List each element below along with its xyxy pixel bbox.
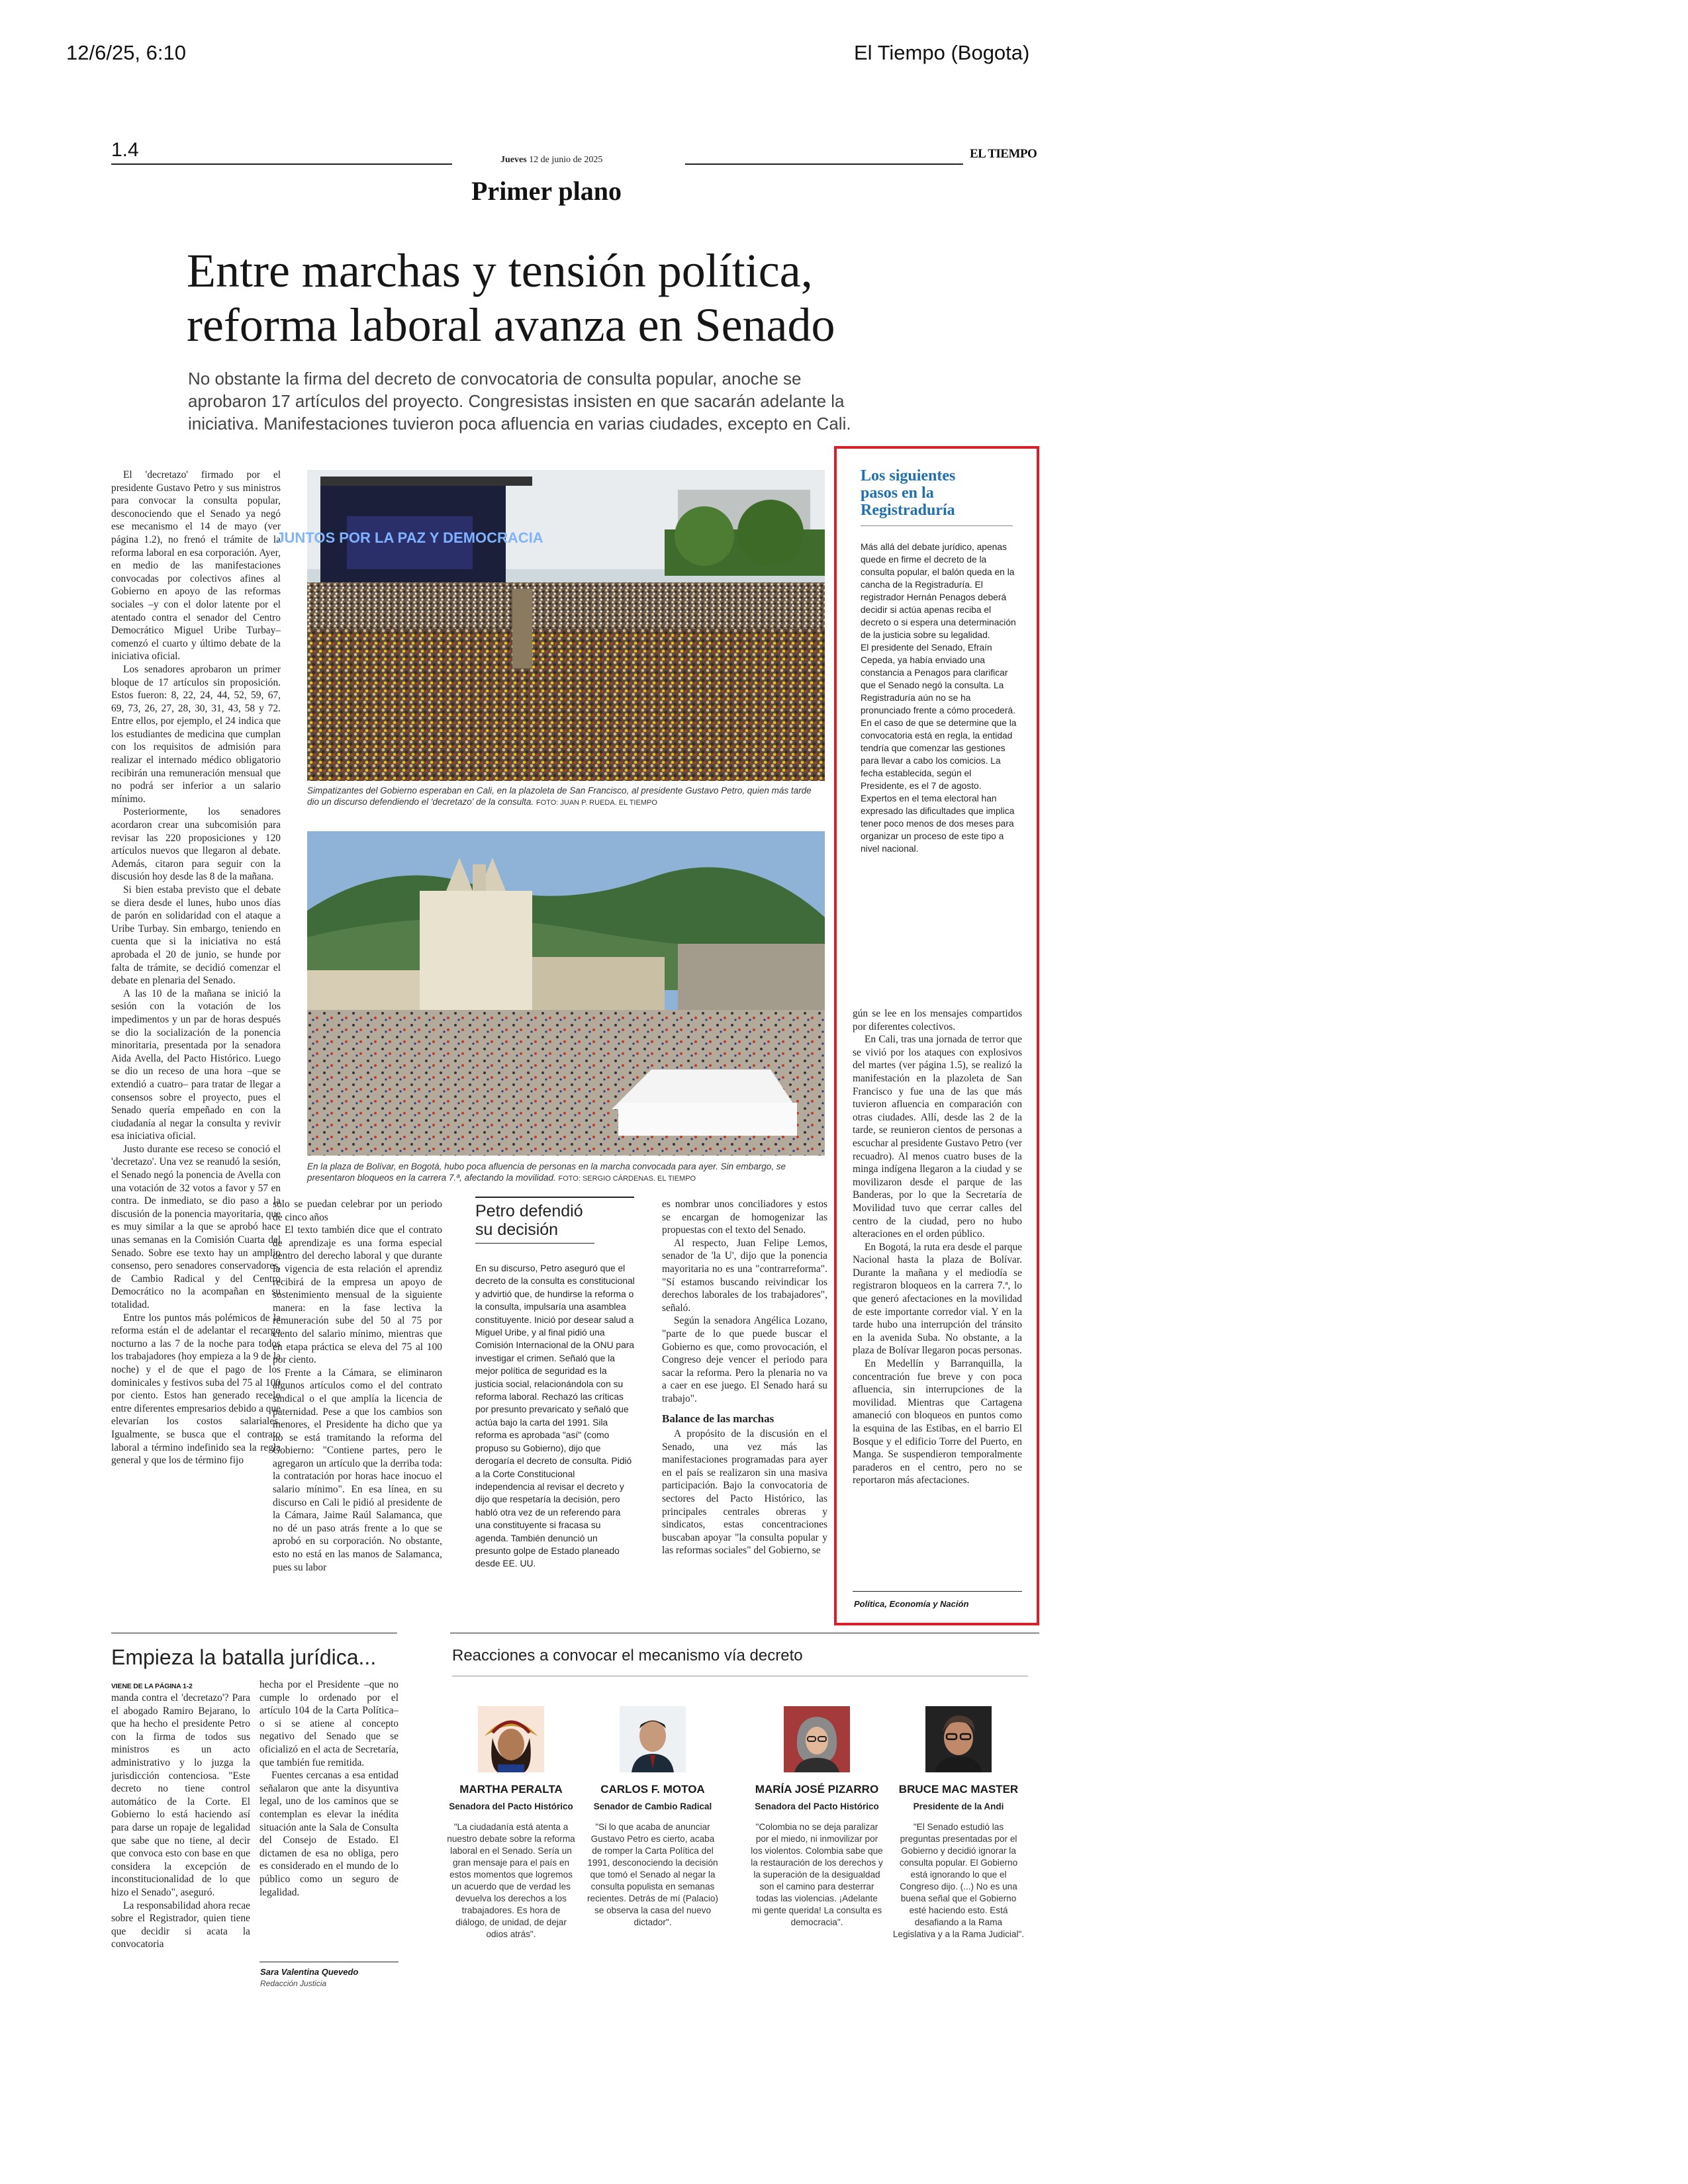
- col5-paragraph: En Medellín y Barranquilla, la concentración fue breve y con poca afluencia, sin interrupciones de la movilidad. Mientras que Cartagena amaneció con bloqueos en puntos como la esquina de las Estibas, en el barrio El Bosque y el edificio Torre del Puerto, en Manga. Se suspendieron temporalmente paraderos en el centro, pero no se reportaron más afectaciones.: [853, 1358, 1022, 1486]
- photo-plaza-caption-text: En la plaza de Bolívar, en Bogotá, hubo poca afluencia de personas en la marcha convocada para ayer. Sin embargo, se presentaron bloqueos en la carrera 7.ª, afectando la movilidad.: [307, 1161, 786, 1183]
- registraduria-paragraph: En el caso de que se determine que la convocatoria está en regla, la entidad tendría que comenzar las gestiones para llevar a cabo los comicios. La fecha establecida, según el Presidente, es el 7 de agosto. Expertos en el tema electoral han expresado las dificultades que implica tener poco menos de dos meses para organizar un proceso de este tipo a nivel nacional.: [861, 718, 1017, 854]
- print-source-title: El Tiempo (Bogota): [854, 41, 1030, 64]
- avatar-bruce-mac-master: [925, 1706, 992, 1772]
- photo-cali-caption-text: Simpatizantes del Gobierno esperaban en Cali, en la plazoleta de San Francisco, al presidente Gustavo Petro, quien más tarde dio un discurso defendiendo el 'decretazo' de la consulta.: [307, 786, 812, 807]
- reaction-martha-peralta: [445, 1783, 577, 1940]
- avatar-martha-peralta: [478, 1706, 544, 1772]
- col5-paragraph: gún se lee en los mensajes compartidos por diferentes colectivos.: [853, 1008, 1022, 1032]
- reaction-name: BRUCE MAC MASTER: [898, 1783, 1019, 1796]
- petro-title-line: Petro defendió: [475, 1202, 583, 1220]
- photo-plaza-bolivar: [307, 831, 825, 1156]
- headline-line-2: reforma laboral avanza en Senado: [187, 298, 835, 351]
- article-column-1: [111, 469, 281, 1614]
- bottom-left-paragraph: manda contra el 'decretazo'? Para el abogado Ramiro Bejarano, lo que ha hecho el presidente Petro con la firma de todos sus ministros es un acto administrativo y lo juzga la jurisdicción contenciosa. "Este decreto no tiene control automático de la Corte. El Gobierno lo está haciendo así para darse un ropaje de legalidad que sabe que no tiene, al decir que convoca esto con base en que considera la excepción de inconstitucionalidad de lo que hizo el Senado", aseguró.: [111, 1692, 250, 1898]
- petro-sidebar: [475, 1197, 635, 1570]
- photo-cali-rally: [276, 470, 825, 781]
- reaction-role: Senadora del Pacto Histórico: [755, 1801, 879, 1811]
- col4-subhead: Balance de las marchas: [662, 1412, 774, 1425]
- col5-paragraph: En Bogotá, la ruta era desde el parque Nacional hasta la plaza de Bolívar. Durante la mañana y el mediodía se registraron bloqueos en la carrera 7.ª, lo que generó afectaciones en la movilidad de este importante corredor vial. Y en la tarde hubo una interrupción del tránsito en la avenida Suba. No obstante, a la plaza de Bolívar llegaron pocas personas.: [853, 1241, 1022, 1357]
- col1-paragraph: A las 10 de la mañana se inició la sesión con la votación de los impedimentos y un par de horas después se dio la socialización de la ponencia minoritaria, presentada por la senadora Aida Avella, del Pacto Histórico. Luego se dio un receso de una hora –que se extendió a cuatro– para tratar de llegar a consensos sobre el proyecto, pues el Senado quería empeñado en con la ciudadanía al negar la consulta y revivir esa iniciativa oficial.: [111, 987, 281, 1142]
- petro-sidebar-body: En su discurso, Petro aseguró que el decreto de la consulta es constitucional y advirtió que, de hundirse la reforma o la consulta, impulsaría una asamblea constituyente. Inició por desear salud a Miguel Uribe, y al final pidió una Comisión Internacional de la ONU para investigar el crimen. Señaló que la mejor política de seguridad es la justicia social, relacionándola con su reforma laboral. Rechazó las críticas por presunto prevaricato y señaló que actúa bajo la carta del 1991. Sila reforma es aprobada "así" (como propuso su Gobierno), dijo que derogaría el decreto de consulta. Pidió a la Corte Constitucional independencia al revisar el decreto y dijo que respetaría la decisión, pero habló otra vez de un referendo para una constituyente si fracasa su agenda. También denunció un presunto golpe de Estado planeado desde EE. UU.: [475, 1263, 635, 1569]
- page-number: 1.4: [111, 139, 139, 161]
- header-rule-right: [685, 163, 963, 165]
- registraduria-body: [861, 541, 1019, 855]
- stage-banner-text: JUNTOS POR LA PAZ Y DEMOCRACIA: [276, 529, 543, 546]
- reaction-carlos-motoa: [586, 1783, 719, 1929]
- col1-paragraph: Entre los puntos más polémicos de la reforma están el de adelantar el recargo nocturno a las 7 de la noche para todos los trabajadores (hoy empieza a la 9 de la noche) y el de que el pago de los dominicales y festivos suba del 75 al 100 por ciento. Estos han generado recelo entre diferentes empresarios debido a que elevarían los costos salariales. Igualmente, se busca que el contrato laboral a término indefinido sea la regla general y que los de término fijo: [111, 1312, 281, 1467]
- registraduria-paragraph: Más allá del debate jurídico, apenas quede en firme el decreto de la consulta popular, el balón queda en la cancha de la Registraduría. El registrador Hernán Penagos deberá decidir si actúa apenas reciba el decreto o si espera una determinación de la justicia sobre su legalidad.: [861, 542, 1016, 640]
- headline: [187, 244, 835, 352]
- reaction-quote: "Si lo que acaba de anunciar Gustavo Petro es cierto, acaba de romper la Carta Política del 1991, desconociendo la decisión que tomó el Senado al negar la consulta populista en semanas recientes. Detrás de mí (Palacio) se observa la casa del nuevo dictador".: [587, 1822, 718, 1927]
- registraduria-box: [861, 467, 1019, 855]
- registraduria-rule: [861, 525, 1013, 526]
- article-column-5: [853, 1007, 1022, 1590]
- col5-paragraph: En Cali, tras una jornada de terror que se vivió por los ataques con explosivos del martes (ver página 1.5), se realizó la manifestación en la plazoleta de San Francisco y fue una de las que más tuvieron afluencia en comparación con otras ciudades. Allí, desde las 2 de la tarde, se reunieron cientos de personas a escuchar al presidente Gustavo Petro (ver recuadro). Al menos cuatro buses de la minga indígena llegaron a la ciudad y se movilizaron desde el parque de las Banderas, por lo que la Secretaría de Movilidad tuvo que cerrar calles del centro de la ciudad, pero no hubo alteraciones en el orden público.: [853, 1034, 1022, 1240]
- reaction-maria-jose-pizarro: [751, 1783, 883, 1929]
- masthead-logo: EL TIEMPO: [970, 147, 1037, 161]
- bottom-left-title: Empieza la batalla jurídica...: [111, 1645, 377, 1669]
- photo-cali-caption: [307, 785, 823, 809]
- col1-paragraph: El 'decretazo' firmado por el presidente Gustavo Petro y sus ministros para convocar la consulta popular, desconociendo que el Senado ya negó ese mecanismo el 14 de mayo (ver página 1.2), no frenó el trámite de la reforma laboral en esa corporación. Ayer, en medio de las manifestaciones convocadas por colectivos afines al Gobierno en apoyo de las reformas sociales –y con el dolor latente por el atentado contra el senador del Centro Democrático Miguel Uribe Turbay– comenzó el cuarto y último debate de la iniciativa oficial.: [111, 469, 281, 662]
- headline-line-1: Entre marchas y tensión política,: [187, 244, 813, 297]
- col4-paragraph: Al respecto, Juan Felipe Lemos, senador de 'la U', dijo que la ponencia mayoritaria no es una "contrarreforma". "Sí estamos buscando reivindicar los derechos laborales de los trabajadores", señaló.: [662, 1237, 827, 1314]
- bottom-left-col-2: [259, 1678, 399, 1970]
- avatar-maria-jose-pizarro: [784, 1706, 850, 1772]
- photo-plaza-caption: [307, 1161, 823, 1185]
- col1-paragraph: Si bien estaba previsto que el debate se diera desde el lunes, hubo unos días de parón en solidaridad con el ataque a Uribe Turbay. Sin embargo, teniendo en cuenta que si la iniciativa no está aprobada el 20 de junio, se hunde por falta de trámite, se decidió comenzar el debate en plenaria del Senado.: [111, 884, 281, 987]
- col1-paragraph: Posteriormente, los senadores acordaron crear una subcomisión para revisar las 220 proposiciones y 120 artículos nuevos que llegaron al debate. Además, citaron para seguir con la discusión hoy desde las 8 de la mañana.: [111, 806, 281, 883]
- col4-paragraph: es nombrar unos conciliadores y estos se encargan de homogenizar las propuestas con el texto del Senado.: [662, 1199, 827, 1236]
- deck: [188, 367, 851, 435]
- reaction-role: Presidente de la Andi: [913, 1801, 1004, 1811]
- col2-paragraph: El texto también dice que el contrato de aprendizaje es una forma especial dentro del derecho laboral y que durante la vigencia de esta relación el aprendiz recibirá de la empresa un apoyo de sostenimiento mensual de la siguiente manera: en la fase lectiva la remuneración sube del 50 al 75 por ciento del salario mínimo, mientras que en etapa práctica se eleva del 75 al 100 por ciento.: [273, 1224, 442, 1366]
- petro-title-line: su decisión: [475, 1220, 559, 1239]
- col4-paragraph: Según la senadora Angélica Lozano, "parte de lo que puede buscar el Gobierno es que, como provocación, el Congreso deje vencer el periodo para sacar la reforma. Pero la plenaria no va a caer en ese juego. El Senado hará su trabajo".: [662, 1315, 827, 1404]
- page-date-rest: 12 de junio de 2025: [529, 155, 603, 165]
- section-title: Primer plano: [471, 176, 622, 206]
- reaction-name: MARTHA PERALTA: [459, 1783, 563, 1796]
- petro-sidebar-subrule: [475, 1243, 594, 1244]
- deck-line-1: No obstante la firma del decreto de convocatoria de consulta popular, anoche se: [188, 369, 802, 388]
- print-timestamp: 12/6/25, 6:10: [66, 41, 186, 64]
- bottom-left-kicker: VIENE DE LA PÁGINA 1-2: [111, 1682, 193, 1690]
- bottom-left-paragraph: hecha por el Presidente –que no cumple lo ordenado por el artículo 104 de la Carta Política– o si se atiene al concepto negativo del Senado que se oficializó en el acta de Secretaría, que también fue remitida.: [259, 1679, 399, 1768]
- photo-cali-credit: FOTO: JUAN P. RUEDA. EL TIEMPO: [536, 799, 657, 807]
- reaction-quote: "El Senado estudió las preguntas presentadas por el Gobierno y decidió ignorar la consulta popular. El Gobierno está ignorando lo que el Congreso dijo. (...) No es una buena señal que el Gobierno esté haciendo esto. Está desafiando a la Rama Legislativa y a la Rama Judicial".: [892, 1822, 1025, 1939]
- bottom-left-paragraph: Fuentes cercanas a esa entidad señalaron que ante la disyuntiva legal, uno de los caminos que se contemplan es elevar la inédita situación ante la Sala de Consulta del Consejo de Estado. El dictamen de esa no obliga, pero es considerado en el mundo de lo público como un seguro de legalidad.: [259, 1770, 399, 1898]
- petro-sidebar-title: [475, 1202, 635, 1239]
- registraduria-title: [861, 467, 1019, 519]
- reaction-bruce-mac-master: [892, 1783, 1025, 1940]
- col2-paragraph: Frente a la Cámara, se eliminaron algunos artículos como el del contrato sindical o el que amplía la licencia de paternidad. Pese a que los cambios son menores, el Presidente ha dicho que ya no se está tramitando la reforma del Gobierno: "Contiene partes, pero le agregaron un artículo que la derriba toda: la contratación por horas hace inocuo el salario mínimo". En esa línea, en su discurso en Cali le pidió al presidente de la Cámara, Jaime Raúl Salamanca, que no dé un paso atrás frente a lo que se aprobó en su corporación. No obstante, esto no está en las manos de Salamanca, pues su labor: [273, 1367, 442, 1573]
- col1-paragraph: Justo durante ese receso se conoció el 'decretazo'. Una vez se reanudó la sesión, el Senado negó la ponencia de Avella con una votación de 32 votos a favor y 57 en contra. De inmediato, se dio paso a la discusión de la ponencia mayoritaria, que es muy similar a la que se aprobó hace unas semanas en la Comisión Cuarta del Senado. Sobre ese texto hay un amplio consenso, pero senadores conservadores, de Cambio Radical y del Centro Democrático no la acompañan en su totalidad.: [111, 1143, 281, 1310]
- registraduria-title-line: pasos en la: [861, 484, 934, 502]
- article-column-2: [273, 1198, 442, 1614]
- registraduria-title-line: Los siguientes: [861, 467, 956, 484]
- reactions-title: Reacciones a convocar el mecanismo vía decreto: [452, 1647, 803, 1664]
- deck-line-2: aprobaron 17 artículos del proyecto. Congresistas insisten en que sacarán adelante la: [188, 391, 845, 411]
- reaction-name: MARÍA JOSÉ PIZARRO: [755, 1783, 879, 1796]
- bottom-left-col-1: [111, 1692, 250, 1996]
- bottom-left-paragraph: La responsabilidad ahora recae sobre el Registrador, quien tiene que decidir si acata la convocatoria: [111, 1899, 250, 1950]
- byline-name: Sara Valentina Quevedo: [260, 1967, 359, 1977]
- col4-paragraph: A propósito de la discusión en el Senado, una vez más las manifestaciones programadas para ayer en el país se realizaron sin una masiva participación. Bajo la convocatoria de sectores del Pacto Histórico, las principales centrales obreras y sindicatos, estas concentraciones buscaban apoyar "la consulta popular y las reformas sociales" del Gobierno, se: [662, 1428, 827, 1557]
- col1-paragraph: Los senadores aprobaron un primer bloque de 17 artículos sin proposición. Estos fueron: 8, 22, 24, 44, 52, 59, 67, 69, 73, 26, 27, 28, 30, 31, 43, 58 y 72. Entre ellos, por ejemplo, el 24 indica que los estudiantes de medicina que cumplan con los requisitos de admisión para realizar el internado médico obligatorio recibirán una remuneración mensual que no podrá ser inferior a un salario mínimo.: [111, 663, 281, 805]
- deck-line-3: iniciativa. Manifestaciones tuvieron poca afluencia en varias ciudades, excepto en Cali.: [188, 414, 851, 433]
- reaction-role: Senadora del Pacto Histórico: [449, 1801, 573, 1811]
- page-date: [500, 155, 602, 165]
- col2-paragraph: solo se puedan celebrar por un periodo de cinco años: [273, 1199, 442, 1223]
- signature-rule: [853, 1591, 1022, 1592]
- registraduria-title-line: Registraduría: [861, 502, 955, 519]
- reaction-quote: "Colombia no se deja paralizar por el miedo, ni inmovilizar por los violentos. Colombia sabe que la restauración de los derechos y la superación de la desigualdad son el camino para desterrar todas las violencias. ¡Adelante mi gente querida! La consulta es democracia".: [751, 1822, 883, 1927]
- petro-sidebar-rule: [475, 1197, 634, 1198]
- photo-plaza-credit: FOTO: SERGIO CÁRDENAS. EL TIEMPO: [558, 1175, 696, 1183]
- registraduria-paragraph: El presidente del Senado, Efraín Cepeda, ya había enviado una constancia a Penagos para clarificar que el Senado negó la consulta. La Registraduría aún no se ha pronunciado frente a cómo procederá.: [861, 643, 1015, 715]
- article-column-4: [662, 1198, 827, 1614]
- header-rule-left: [111, 163, 452, 165]
- reaction-name: CARLOS F. MOTOA: [600, 1783, 705, 1796]
- reaction-quote: "La ciudadanía está atenta a nuestro debate sobre la reforma laboral en el Senado. Sería un gran mensaje para el país en estos momentos que logremos un acuerdo que de verdad les devuelva los derechos a los trabajadores. Es hora de diálogo, de unidad, de dejar odios atrás".: [447, 1822, 575, 1939]
- byline-role: Redacción Justicia: [260, 1979, 327, 1988]
- reaction-role: Senador de Cambio Radical: [593, 1801, 712, 1811]
- avatar-carlos-motoa: [620, 1706, 686, 1772]
- signature: Política, Economía y Nación: [854, 1599, 969, 1609]
- page-date-day: Jueves: [500, 155, 527, 165]
